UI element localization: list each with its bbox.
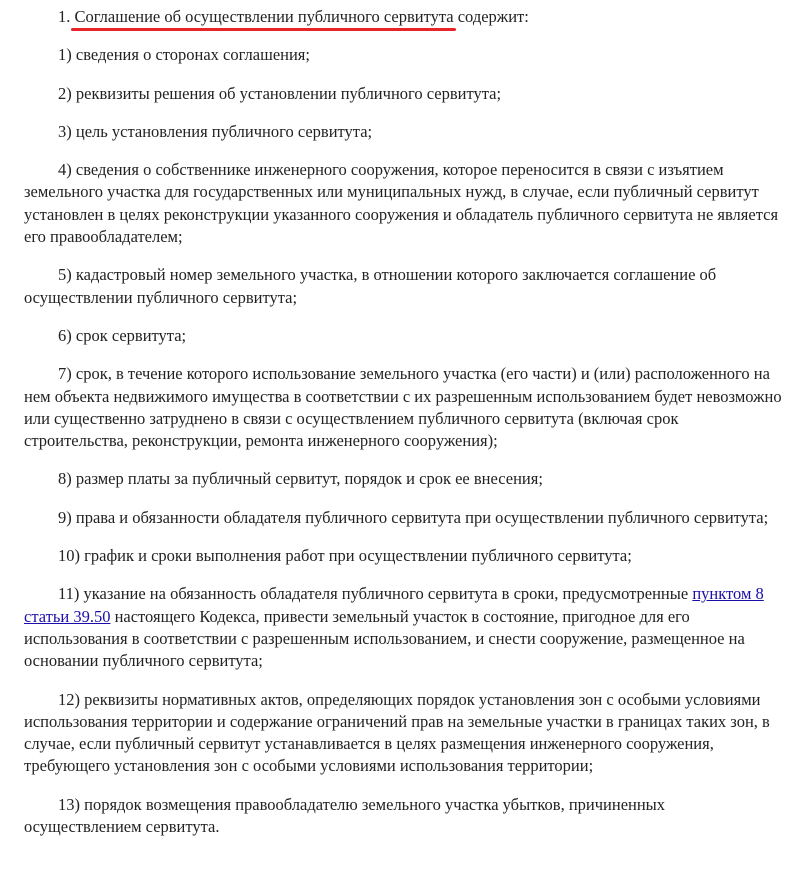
highlighted-term-text: Соглашение об осуществлении публичного сервитута bbox=[74, 7, 454, 26]
item-11-after: настоящего Кодекса, привести земельный участок в состояние, пригодное для его использования в соответствии с разрешенным использованием, и снести сооружение, размещенное на основании публичного сервитута; bbox=[24, 606, 745, 671]
list-item: 6) срок сервитута; bbox=[58, 325, 187, 345]
list-item: 2) реквизиты решения об установлении публичного сервитута; bbox=[58, 83, 502, 103]
highlighted-term bbox=[75, 7, 454, 26]
list-item: 7) срок, в течение которого использование земельного участка (его части) и (или) расположенного на нем объекта недвижимого имущества в соответствии с их разрешенным использованием будет невозможно или существенно затруднено в связи с осуществлением публичного сервитута (включая срок строительства, реконструкции, ремонта инженерного сооружения); bbox=[24, 364, 782, 451]
paragraph-intro bbox=[24, 6, 784, 28]
intro-number: 1. bbox=[58, 7, 71, 26]
list-item: 5) кадастровый номер земельного участка, в отношении которого заключается соглашение об осуществлении публичного сервитута; bbox=[24, 265, 717, 307]
document-body bbox=[24, 6, 784, 854]
list-item: 4) сведения о собственнике инженерного сооружения, которое переносится в связи с изъятием земельного участка для государственных или муниципальных нужд, в случае, если публичный сервитут установлен в целях реконструкции указанного сооружения и обладатель публичного сервитута не является его правообладателем; bbox=[24, 160, 779, 247]
list-item: 8) размер платы за публичный сервитут, порядок и срок ее внесения; bbox=[58, 469, 543, 489]
list-item-11 bbox=[24, 583, 784, 672]
list-item: 10) график и сроки выполнения работ при осуществлении публичного сервитута; bbox=[58, 546, 632, 566]
list-item: 12) реквизиты нормативных актов, определяющих порядок установления зон с особыми условиями использования территории и содержание ограничений прав на земельные участки в границах таких зон, в случае, если публичный сервитут устанавливается в целях размещения инженерного сооружения, требующего установления зон с особыми условиями использования территории; bbox=[24, 689, 770, 776]
red-underline-marker bbox=[71, 28, 456, 31]
list-item: 3) цель установления публичного сервитута; bbox=[58, 121, 373, 141]
intro-rest: содержит: bbox=[457, 7, 529, 26]
list-item: 13) порядок возмещения правообладателю земельного участка убытков, причиненных осуществлением сервитута. bbox=[24, 794, 666, 837]
list-item: 1) сведения о сторонах соглашения; bbox=[58, 45, 310, 65]
article-reference-link[interactable]: пунктом 8 статьи 39.50 bbox=[24, 584, 764, 626]
item-11-before: 11) указание на обязанность обладателя публичного сервитута в сроки, предусмотренные bbox=[58, 584, 689, 604]
list-item: 9) права и обязанности обладателя публичного сервитута при осуществлении публичного сервитута; bbox=[58, 507, 769, 527]
